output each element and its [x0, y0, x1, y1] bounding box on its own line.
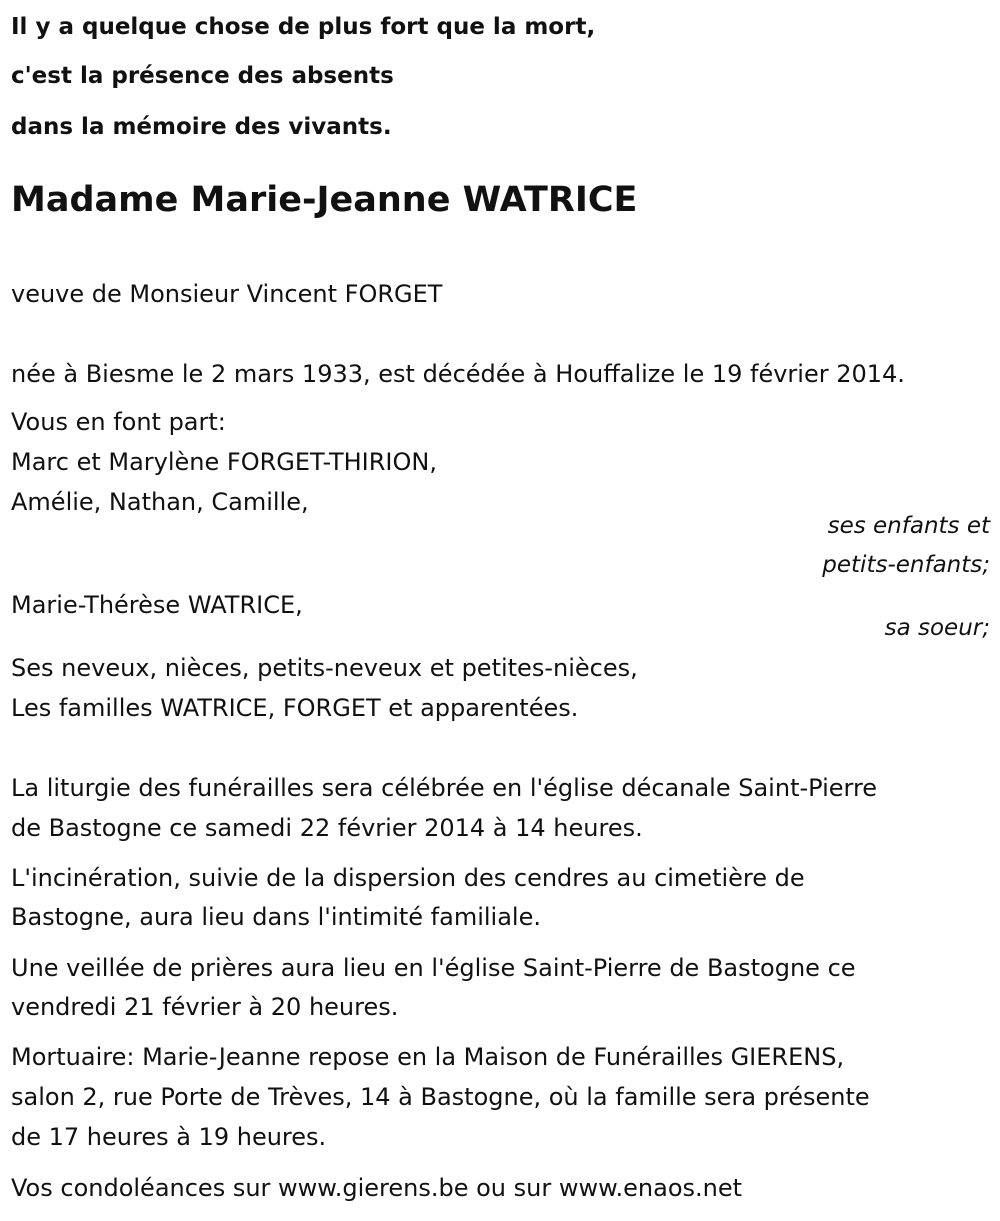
condolences-line: Vos condoléances sur www.gierens.be ou sur www.enaos.net: [11, 1174, 743, 1202]
spouse-line: veuve de Monsieur Vincent FORGET: [11, 280, 443, 308]
nephews-line: Ses neveux, nièces, petits-neveux et petites-nièces,: [11, 654, 638, 682]
vigil-line-1: Une veillée de prières aura lieu en l'église Saint-Pierre de Bastogne ce: [11, 954, 856, 982]
mortuary-line-2: salon 2, rue Porte de Trèves, 14 à Bastogne, où la famille sera présente: [11, 1083, 870, 1111]
sister-line: Marie-Thérèse WATRICE,: [11, 591, 303, 619]
cremation-line-1: L'incinération, suivie de la dispersion des cendres au cimetière de: [11, 864, 805, 892]
vigil-line-2: vendredi 21 février à 20 heures.: [11, 993, 399, 1021]
deceased-name: Madame Marie-Jeanne WATRICE: [11, 180, 638, 220]
children-role-line-2: petits-enfants;: [822, 552, 990, 578]
mortuary-line-3: de 17 heures à 19 heures.: [11, 1123, 327, 1151]
children-line: Marc et Marylène FORGET-THIRION,: [11, 448, 437, 476]
announcement-intro: Vous en font part:: [11, 408, 226, 436]
cremation-line-2: Bastogne, aura lieu dans l'intimité familiale.: [11, 903, 541, 931]
grandchildren-line: Amélie, Nathan, Camille,: [11, 488, 309, 516]
liturgy-line-2: de Bastogne ce samedi 22 février 2014 à 14 heures.: [11, 814, 643, 842]
birth-death-line: née à Biesme le 2 mars 1933, est décédée à Houffalize le 19 février 2014.: [11, 360, 905, 388]
sister-role-line: sa soeur;: [884, 615, 990, 641]
quote-line-2: c'est la présence des absents: [11, 63, 394, 89]
liturgy-line-1: La liturgie des funérailles sera célébrée en l'église décanale Saint-Pierre: [11, 774, 878, 802]
children-role-line-1: ses enfants et: [827, 513, 990, 539]
quote-line-1: Il y a quelque chose de plus fort que la mort,: [11, 14, 596, 40]
mortuary-line-1: Mortuaire: Marie-Jeanne repose en la Maison de Funérailles GIERENS,: [11, 1043, 845, 1071]
quote-line-3: dans la mémoire des vivants.: [11, 114, 392, 140]
families-line: Les familles WATRICE, FORGET et apparentées.: [11, 694, 579, 722]
